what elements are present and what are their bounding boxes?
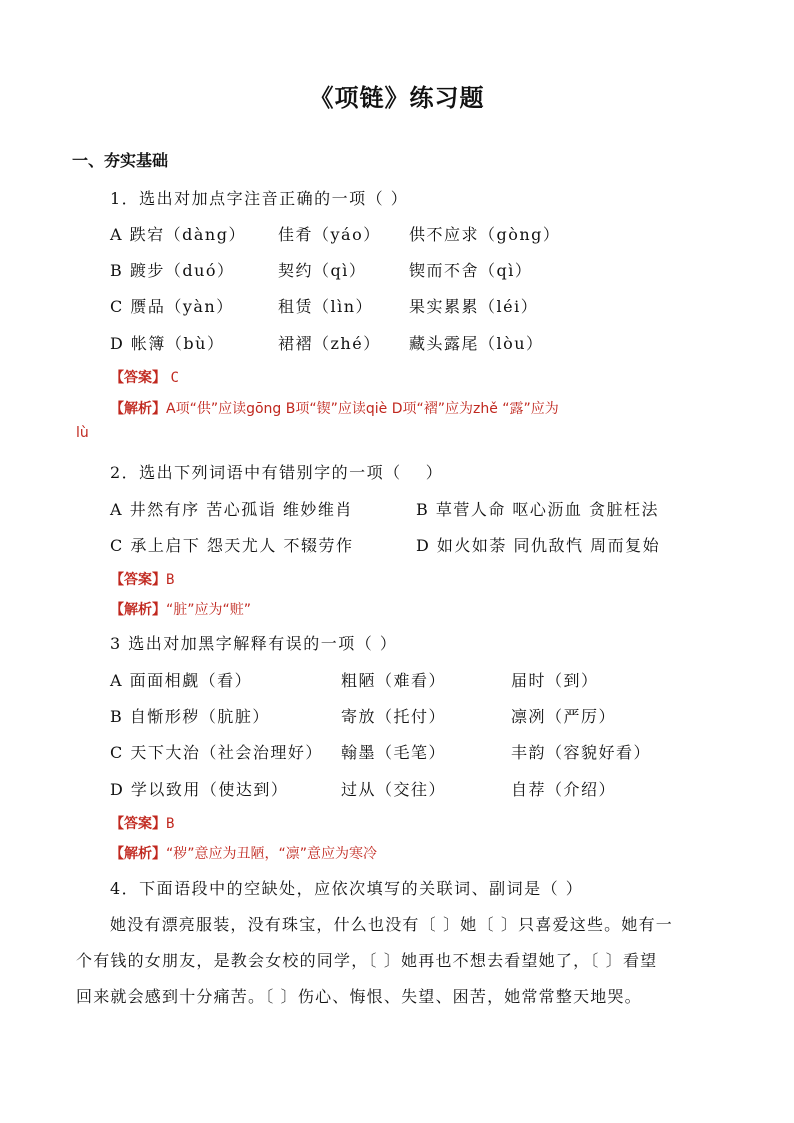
q2-option-b: B 草菅人命 呕心沥血 贪脏枉法 [416, 500, 660, 519]
q1-option-a-3: 供不应求（gòng） [409, 225, 561, 244]
answer-value: C [170, 370, 179, 386]
q1-analysis-cont: lù [76, 425, 89, 441]
q1-answer [110, 367, 179, 387]
q3-option-c-1: C 天下大治（社会治理好） [110, 743, 323, 762]
page-title: 《项链》练习题 [309, 84, 485, 112]
q3-option-d-1: D 学以致用（使达到） [110, 780, 289, 799]
q4-paragraph-line-3: 回来就会感到十分痛苦。〔 〕伤心、悔恨、失望、困苦，她常常整天地哭。 [76, 987, 642, 1006]
analysis-label: 【解析】 [110, 846, 166, 862]
q1-option-c-2: 租赁（lìn） [278, 297, 374, 316]
question-2-stem: 2．选出下列词语中有错别字的一项（ ） [110, 463, 444, 482]
question-4-stem: 4．下面语段中的空缺处，应依次填写的关联词、副词是（ ） [110, 879, 584, 898]
analysis-text: A项“供”应读gōng B项“锲”应读qiè D项“褶”应为zhě “露”应为 [166, 401, 559, 417]
q3-option-a-1: A 面面相觑（看） [110, 671, 253, 690]
q3-option-a-3: 届时（到） [511, 671, 599, 690]
q1-option-b-3: 锲而不舍（qì） [409, 261, 533, 280]
analysis-text: “脏”应为“赃” [166, 602, 252, 618]
q1-analysis [110, 398, 559, 418]
answer-label: 【答案】 [110, 816, 166, 832]
q1-option-b-1: B 踱步（duó） [110, 261, 235, 280]
q2-option-a: A 井然有序 苦心孤诣 维妙维肖 [110, 500, 353, 519]
q4-paragraph-line-1: 她没有漂亮服装，没有珠宝，什么也没有〔 〕她〔 〕只喜爱这些。她有一 [110, 915, 673, 934]
answer-value: B [166, 816, 175, 832]
q3-answer [110, 813, 174, 833]
q2-option-d: D 如火如荼 同仇敌忾 周而复始 [416, 536, 661, 555]
q4-paragraph-line-2: 个有钱的女朋友，是教会女校的同学，〔 〕她再也不想去看望她了，〔 〕看望 [76, 951, 658, 970]
q2-analysis [110, 599, 251, 619]
q3-analysis [110, 843, 377, 863]
answer-value: B [166, 572, 175, 588]
question-1-stem: 1．选出对加点字注音正确的一项（ ） [110, 189, 409, 208]
q3-option-d-3: 自荐（介绍） [511, 780, 617, 799]
q1-option-c-1: C 赝品（yàn） [110, 297, 234, 316]
q3-option-b-3: 凛冽（严厉） [511, 707, 617, 726]
q1-option-b-2: 契约（qì） [278, 261, 367, 280]
q3-option-d-2: 过从（交往） [341, 780, 447, 799]
q1-option-d-2: 裙褶（zhé） [278, 334, 381, 353]
q3-option-c-3: 丰韵（容貌好看） [511, 743, 652, 762]
q1-option-d-1: D 帐簿（bù） [110, 334, 225, 353]
q1-option-a-1: A 跌宕（dàng） [110, 225, 246, 244]
q1-option-a-2: 佳肴（yáo） [278, 225, 381, 244]
q1-option-c-3: 果实累累（léi） [409, 297, 539, 316]
question-3-stem: 3 选出对加黑字解释有误的一项（ ） [110, 634, 398, 653]
q2-option-c: C 承上启下 怨天尤人 不辍劳作 [110, 536, 354, 555]
analysis-text: “秽”意应为丑陋，“凛”意应为寒冷 [166, 846, 378, 862]
analysis-label: 【解析】 [110, 602, 166, 618]
answer-label: 【答案】 [110, 370, 166, 386]
answer-label: 【答案】 [110, 572, 166, 588]
analysis-label: 【解析】 [110, 401, 166, 417]
q3-option-b-2: 寄放（托付） [341, 707, 447, 726]
q3-option-a-2: 粗陋（难看） [341, 671, 447, 690]
q3-option-c-2: 翰墨（毛笔） [341, 743, 447, 762]
q1-option-d-3: 藏头露尾（lòu） [409, 334, 544, 353]
q3-option-b-1: B 自惭形秽（肮脏） [110, 707, 270, 726]
q2-answer [110, 569, 174, 589]
section-heading: 一、夯实基础 [72, 151, 169, 170]
